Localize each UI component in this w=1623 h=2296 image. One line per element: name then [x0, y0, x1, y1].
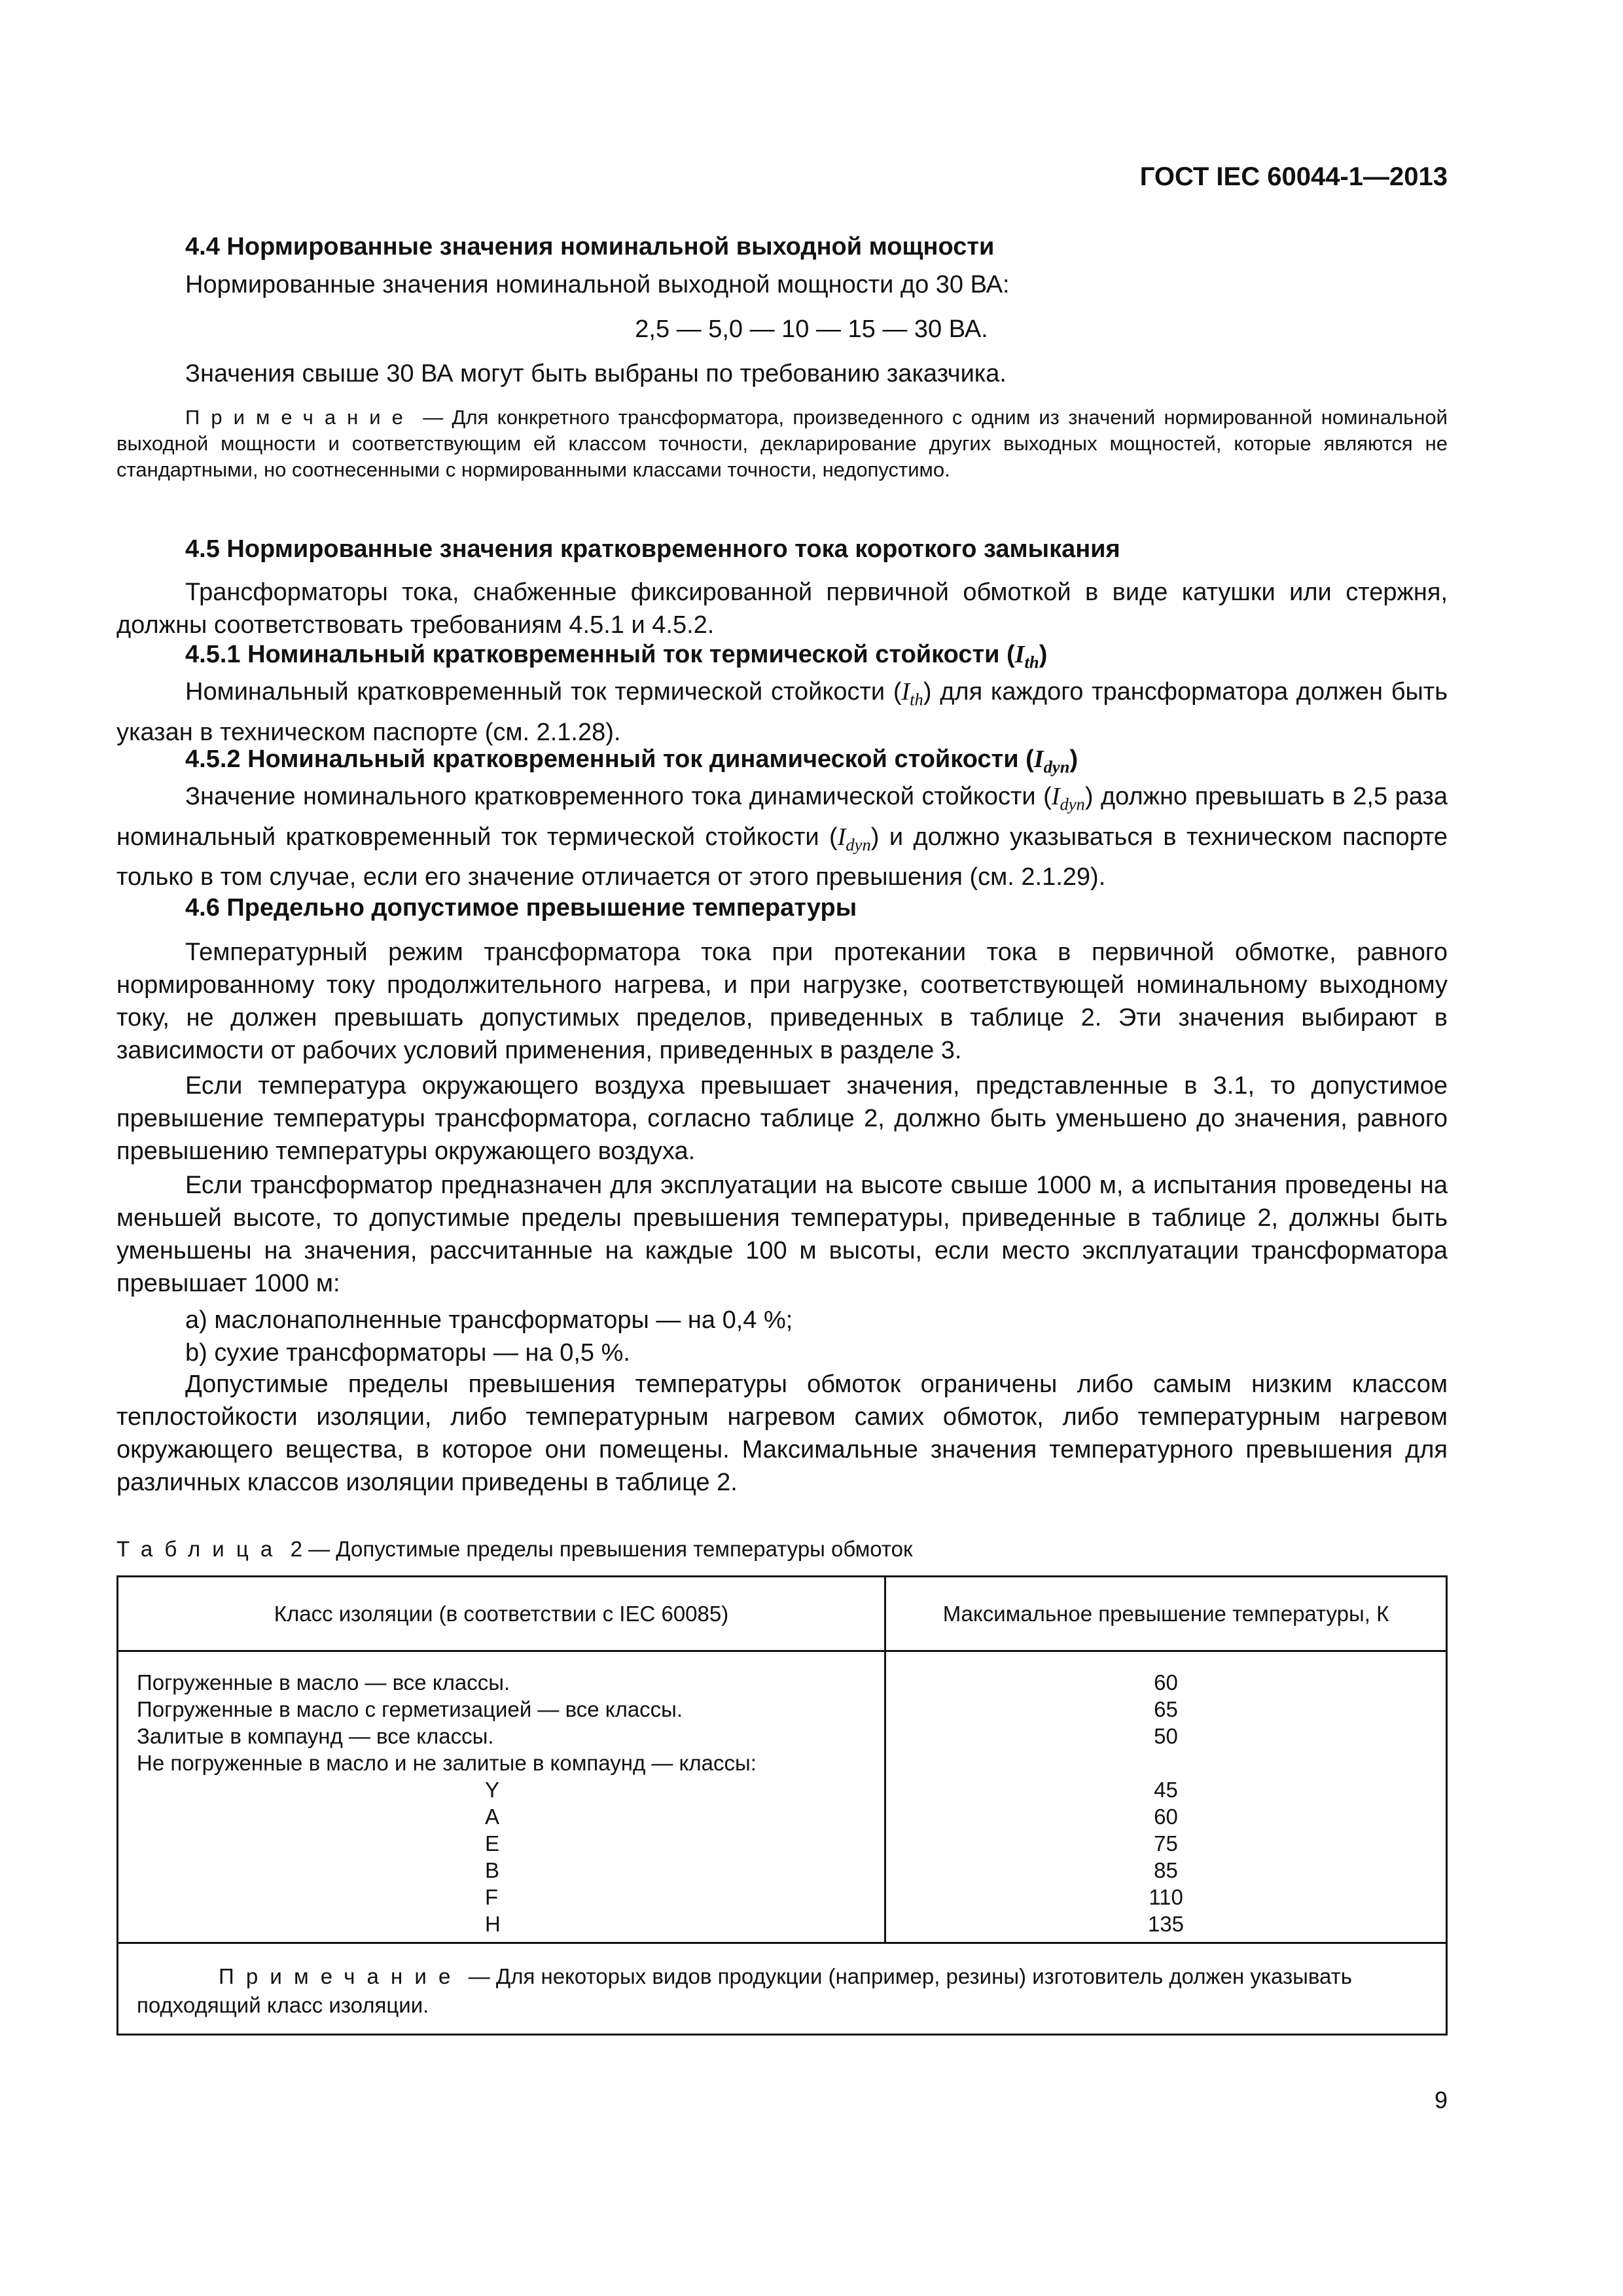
table-caption [116, 1537, 912, 1562]
temperature-value [887, 1749, 1445, 1776]
section-4-5-2-paragraph [116, 780, 1448, 893]
temperature-value: 50 [1154, 1724, 1178, 1748]
insulation-class-label: B [485, 1858, 500, 1882]
insulation-class-label: A [485, 1804, 500, 1829]
text-part-3: ) и должно указываться в техническом паспорте только в том случае, если его значение отличается от этого превышения (см. 2.1.29). [116, 823, 1448, 891]
table-labels-cell [118, 1651, 885, 1943]
insulation-class-label: Погруженные в масло — все классы. [137, 1670, 510, 1695]
note-text: — Для некоторых видов продукции (например, резины) изготовитель должен указывать подходящий класс изоляции. [137, 1964, 1352, 2017]
section-4-4-note [116, 404, 1448, 483]
text-part-2: ) должно превышать в 2,5 раза номинальный кратковременный ток термической стойкости ( [116, 783, 1448, 851]
section-4-5-1-paragraph [116, 675, 1448, 749]
caption-label: Таблица [116, 1537, 285, 1561]
insulation-class-label: Залитые в компаунд — все классы. [137, 1724, 494, 1748]
temperature-value-list [887, 1669, 1445, 1937]
note-label: Примечание [185, 406, 414, 429]
temperature-value: 45 [1154, 1778, 1178, 1802]
temperature-value: 110 [1149, 1885, 1183, 1909]
temperature-value: 85 [1154, 1858, 1178, 1882]
symbol-i: I [1033, 745, 1044, 773]
section-4-5-1-heading [185, 640, 1047, 673]
section-4-4-paragraph-2: Значения свыше 30 ВА могут быть выбраны по требованию заказчика. [185, 360, 1007, 387]
text-part-1: Номинальный кратковременный ток термической стойкости ( [185, 678, 902, 706]
symbol-subscript: dyn [1043, 757, 1070, 777]
insulation-class-list [137, 1669, 884, 1937]
temperature-value: 60 [1154, 1670, 1178, 1695]
symbol-i: I [1051, 783, 1060, 810]
section-4-5-paragraph: Трансформаторы тока, снабженные фиксированной первичной обмоткой в виде катушки или стержня, должны соответствовать требованиям 4.5.1 и 4.5.2. [116, 579, 1448, 639]
temperature-value: 65 [1154, 1697, 1178, 1721]
temperature-limits-table [116, 1575, 1448, 2036]
temperature-value: 135 [1147, 1912, 1185, 1936]
section-4-4-paragraph-1: Нормированные значения номинальной выходной мощности до 30 ВА: [185, 271, 1010, 298]
insulation-class-label: H [485, 1912, 501, 1936]
section-4-6-paragraph-1: Температурный режим трансформатора тока при протекании тока в первичной обмотке, равного нормированному току продолжительного нагрева, и при нагрузке, соответствующей номинальному выходному току, не должен превышать допустимых пределов, приведенных в таблице 2. Эти значения выбирают в зависимости от рабочих условий применения, приведенных в разделе 3. [116, 939, 1448, 1064]
text-part-1: Значение номинального кратковременного тока динамической стойкости ( [185, 783, 1052, 810]
section-4-4-heading: 4.4 Нормированные значения номинальной выходной мощности [185, 233, 995, 260]
section-4-6-paragraph-3: Если трансформатор предназначен для эксплуатации на высоте свыше 1000 м, а испытания проведены на меньшей высоте, то допустимые пределы превышения температуры, приведенные в таблице 2, должны быть уменьшены на значения, рассчитанные на каждые 100 м высоты, если место эксплуатации трансформатора превышает 1000 м: [116, 1172, 1448, 1297]
table-note [118, 1943, 1447, 2035]
symbol-i: I [837, 823, 846, 851]
insulation-class-label: Y [485, 1778, 500, 1802]
temperature-value: 60 [1154, 1804, 1178, 1829]
list-item-a: а) маслонаполненные трансформаторы — на 0,4 %; [185, 1306, 793, 1334]
section-4-6-paragraph-2: Если температура окружающего воздуха превышает значения, представленные в 3.1, то допустимое превышение температуры трансформатора, согласно таблице 2, должно быть уменьшено до значения, равного превышению температуры окружающего воздуха. [116, 1072, 1448, 1165]
section-4-6-heading: 4.6 Предельно допустимое превышение температуры [185, 894, 857, 922]
heading-close: ) [1039, 641, 1048, 668]
symbol-i: I [901, 678, 910, 706]
note-text: — Для конкретного трансформатора, произведенного с одним из значений нормированной номинальной выходной мощности и соответствующим ей классом точности, декларирование других выходных мощностей, которые являются не стандартными, но соотнесенными с нормированными классами точности, недопустимо. [116, 406, 1448, 481]
section-4-5-2-heading [185, 745, 1078, 778]
note-label: Примечание [219, 1964, 463, 1988]
text-part-2: ) для каждого трансформатора должен быть указан в техническом паспорте (см. 2.1.28). [116, 678, 1448, 746]
document-header: ГОСТ IEC 60044-1—2013 [1139, 162, 1448, 191]
list-item-b: b) сухие трансформаторы — на 0,5 %. [185, 1339, 630, 1367]
temperature-value: 75 [1154, 1831, 1178, 1856]
insulation-class-label: F [485, 1885, 499, 1909]
symbol-subscript: th [910, 689, 923, 709]
insulation-class-label: Погруженные в масло с герметизацией — все классы. [137, 1697, 683, 1721]
heading-text: 4.5.2 Номинальный кратковременный ток динамической стойкости ( [185, 745, 1034, 773]
table-header-class: Класс изоляции (в соответствии с IEC 60085) [118, 1577, 885, 1651]
page-number: 9 [1434, 2087, 1448, 2113]
table-values-cell [885, 1651, 1447, 1943]
section-4-5-heading: 4.5 Нормированные значения кратковременного тока короткого замыкания [185, 535, 1120, 563]
symbol-subscript: dyn [846, 834, 871, 855]
power-values: 2,5 — 5,0 — 10 — 15 — 30 ВА. [635, 315, 988, 343]
heading-text: 4.5.1 Номинальный кратковременный ток термической стойкости ( [185, 641, 1015, 668]
symbol-subscript: dyn [1060, 794, 1085, 814]
insulation-class-label: E [485, 1831, 500, 1856]
heading-close: ) [1069, 745, 1079, 773]
table-header-temperature: Максимальное превышение температуры, К [885, 1577, 1447, 1651]
symbol-i: I [1014, 641, 1025, 668]
insulation-class-label: Не погруженные в масло и не залитые в компаунд — классы: [137, 1751, 757, 1775]
caption-text: 2 — Допустимые пределы превышения температуры обмоток [284, 1537, 913, 1561]
section-4-6-paragraph-4: Допустимые пределы превышения температуры обмоток ограничены либо самым низким классом теплостойкости изоляции, либо температурным нагревом самих обмоток, либо температурным нагревом окружающего вещества, в которое они помещены. Максимальные значения температурного превышения для различных классов изоляции приведены в таблице 2. [116, 1371, 1448, 1496]
symbol-subscript: th [1024, 652, 1039, 672]
